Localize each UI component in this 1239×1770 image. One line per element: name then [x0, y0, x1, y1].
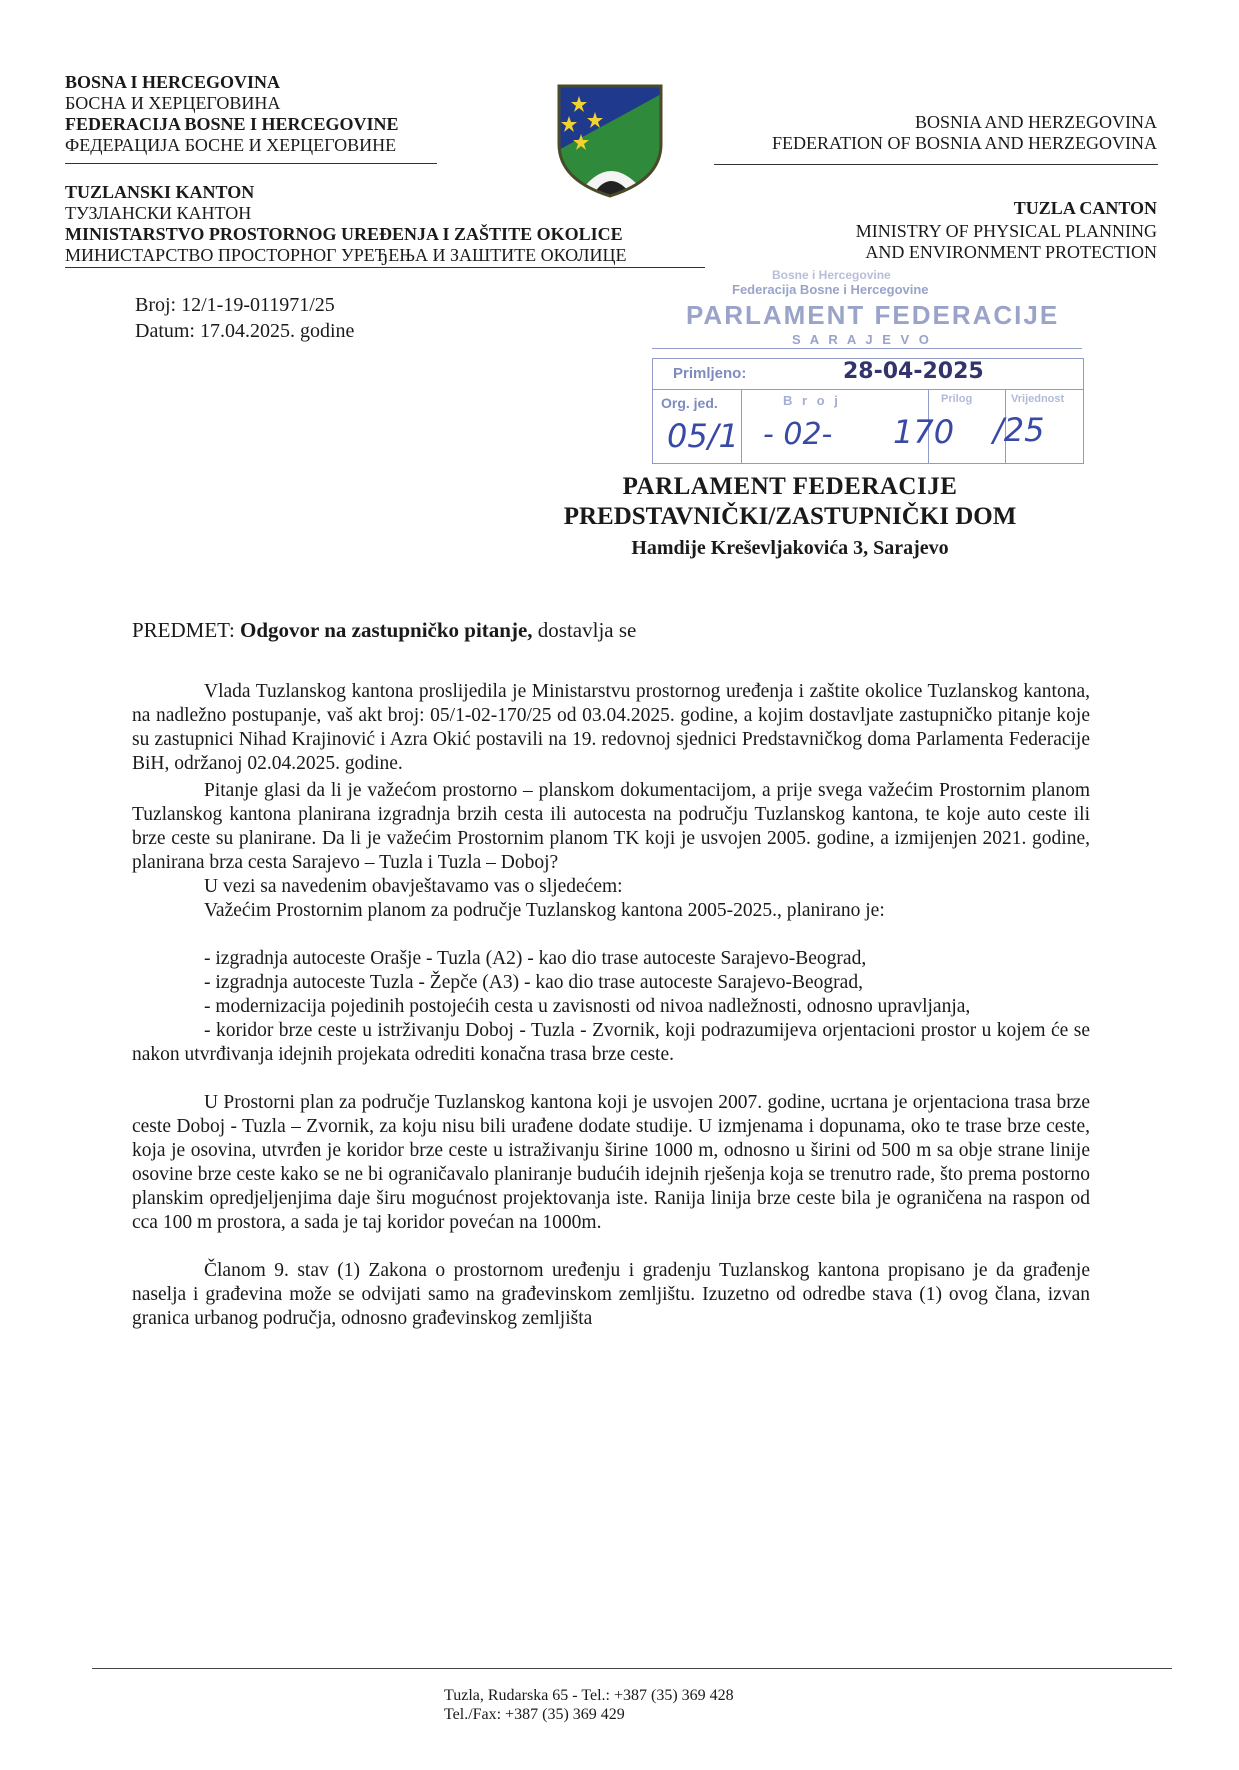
header-right-rule-1 [714, 164, 1158, 165]
recipient-line-1: PARLAMENT FEDERACIJE [622, 473, 958, 500]
paragraph-1: Vlada Tuzlanskog kantona proslijedila je Ministarstvu prostornog uređenja i zaštite okolice Tuzlanskog kantona, na nadležno postupanje, vaš akt broj: 05/1-02-170/25 od 03.04.2025. godine, a kojim dostavljate zastupničko pitanje koje su zastupnici Nihad Krajinović i Azra Okić postavili na 19. redovnoj sjednici Predstavničkog doma Parlamenta Federacije BiH, održanoj 02.04.2025. godine. [132, 681, 1090, 774]
recipient-address: Hamdije Kreševljakovića 3, Sarajevo [631, 537, 949, 559]
stamp-handwritten-org: 05/1 [667, 417, 739, 455]
recipient-line-2: PREDSTAVNIČKI/ZASTUPNIČKI DOM [563, 503, 1017, 530]
stamp-top-line-2: Federacija Bosne i Hercegovine [732, 282, 929, 297]
header-left-rule-1 [65, 163, 437, 164]
subject-label: PREDMET: [132, 618, 235, 642]
recipient-block [520, 472, 1060, 562]
header-left-rule-2 [65, 267, 705, 268]
footer-fax: Tel./Fax: +387 (35) 369 429 [444, 1706, 625, 1723]
subject-rest: dostavlja se [532, 618, 637, 642]
stamp-handwritten-year: /25 [993, 411, 1045, 449]
header-country-cyrillic: БОСНА И ХЕРЦЕГОВИНА [65, 93, 281, 113]
header-ministry-latin: MINISTARSTVO PROSTORNOG UREĐENJA I ZAŠTITE OKOLICE [65, 224, 623, 244]
stamp-divider [652, 348, 1082, 349]
header-ministry-cyrillic: МИНИСТАРСТВО ПРОСТОРНОГ УРЕЂЕЊА И ЗАШТИТЕ ОКОЛИЦЕ [65, 245, 627, 265]
header-federation-latin: FEDERACIJA BOSNE I HERCEGOVINE [65, 114, 399, 134]
stamp-handwritten-number: 170 [893, 413, 955, 451]
reference-number: Broj: 12/1-19-011971/25 [135, 294, 335, 316]
coat-of-arms-emblem [555, 82, 665, 200]
list-item: - modernizacija pojedinih postojećih cesta u zavisnosti od nivoa nadležnosti, odnosno upravljanja, [204, 996, 971, 1017]
stamp-received-label: Primljeno: [673, 365, 747, 382]
header-canton-right [856, 198, 1157, 263]
header-country-english: BOSNIA AND HERZEGOVINA [915, 112, 1157, 132]
stamp-top-line-1: Bosne i Hercegovine [772, 268, 891, 282]
letter-body [132, 680, 1090, 1331]
header-left [65, 72, 399, 156]
footer-contact [444, 1686, 734, 1724]
stamp-attachment-label: Prilog [941, 393, 973, 405]
list-item: - koridor brze ceste u istrživanju Doboj - Tuzla - Zvornik, koji podrazumijeva orjentacioni prostor u kojem će se nakon utvrđivanja idejnih projekata odrediti konačna trasa brze ceste. [132, 1020, 1090, 1065]
list-item: - izgradnja autoceste Orašje - Tuzla (A2) - kao dio trase autoceste Sarajevo-Beograd, [204, 948, 867, 969]
stamp-city: S A R A J E V O [792, 332, 932, 347]
header-canton-english: TUZLA CANTON [1013, 198, 1157, 218]
stamp-table [652, 358, 1084, 464]
receipt-stamp [652, 268, 1088, 468]
coat-of-arms-icon [555, 82, 665, 200]
header-canton-latin: TUZLANSKI KANTON [65, 182, 255, 202]
subject-line [132, 618, 636, 643]
paragraph-3: U vezi sa navedenim obavještavamo vas o sljedećem: [204, 876, 623, 897]
stamp-org-label: Org. jed. [661, 395, 718, 411]
stamp-number-label: B r o j [783, 393, 841, 408]
stamp-title: PARLAMENT FEDERACIJE [686, 300, 1060, 330]
paragraph-2: Pitanje glasi da li je važećom prostorno – planskom dokumentacijom, a prije svega važećim Prostornim planom Tuzlanskog kantona planirana izgradnja brzih cesta ili autocesta na području Tuzlanskog kantona, te koje auto ceste ili brze ceste su planirane. Da li je važećim Prostornim planom TK koji je usvojen 2005. godine, a izmijenjen 2021. godine, planirana brza cesta Sarajevo – Tuzla i Tuzla – Doboj? [132, 780, 1090, 873]
footer-address: Tuzla, Rudarska 65 - Tel.: +387 (35) 369 428 [444, 1687, 734, 1704]
header-right [772, 112, 1157, 154]
footer-rule [92, 1668, 1172, 1669]
header-country-latin: BOSNA I HERCEGOVINA [65, 72, 281, 92]
stamp-value-label: Vrijednost [1011, 393, 1065, 405]
header-ministry-english-1: MINISTRY OF PHYSICAL PLANNING [855, 221, 1157, 241]
header-ministry-english-2: AND ENVIRONMENT PROTECTION [865, 242, 1157, 262]
reference-date: Datum: 17.04.2025. godine [135, 320, 355, 342]
header-canton-left [65, 182, 626, 266]
subject-title: Odgovor na zastupničko pitanje, [234, 618, 533, 642]
paragraph-5: U Prostorni plan za područje Tuzlanskog kantona koji je usvojen 2007. godine, ucrtana je orjentaciona trasa brze ceste Doboj - Tuzla – Zvornik, za koju nisu bili urađene dodate studije. U izmjenama i dopunama, oko te trase brze ceste, koja je osovina, utvrđen je koridor brze ceste u istraživanju širine 1000 m, odnosno u širini od 500 m sa obje strane linije osovine brze ceste kako se ne bi ograničavalo planiranje budućih idejnih rješenja koja se trenutro rade, što prema postorno planskim opredjeljenjima daje širu mogućnost projektovanja iste. Ranija linija brze ceste bila je ograničena na raspon od cca 100 m prostora, a sada je taj koridor povećan na 1000m. [132, 1092, 1090, 1233]
stamp-received-date: 28-04-2025 [843, 359, 984, 384]
list-item: - izgradnja autoceste Tuzla - Žepče (A3) - kao dio trase autoceste Sarajevo-Beograd, [204, 972, 863, 993]
paragraph-4: Važećim Prostornim planom za područje Tuzlanskog kantona 2005-2025., planirano je: [204, 900, 885, 921]
header-federation-cyrillic: ФЕДЕРАЦИЈА БОСНЕ И ХЕРЦЕГОВИНЕ [65, 135, 397, 155]
header-federation-english: FEDERATION OF BOSNIA AND HERZEGOVINA [771, 133, 1157, 153]
reference-block [135, 292, 354, 344]
stamp-handwritten-code: - 02- [763, 417, 833, 452]
header-canton-cyrillic: ТУЗЛАНСКИ КАНТОН [65, 203, 252, 223]
paragraph-6: Članom 9. stav (1) Zakona o prostornom uređenju i gradenju Tuzlanskog kantona propisano je da građenje naselja i građevina može se odvijati samo na građevinskom zemljištu. Izuzetno od odredbe stava (1) ovog člana, izvan granica urbanog područja, odnosno građevinskog zemljišta [132, 1260, 1090, 1329]
